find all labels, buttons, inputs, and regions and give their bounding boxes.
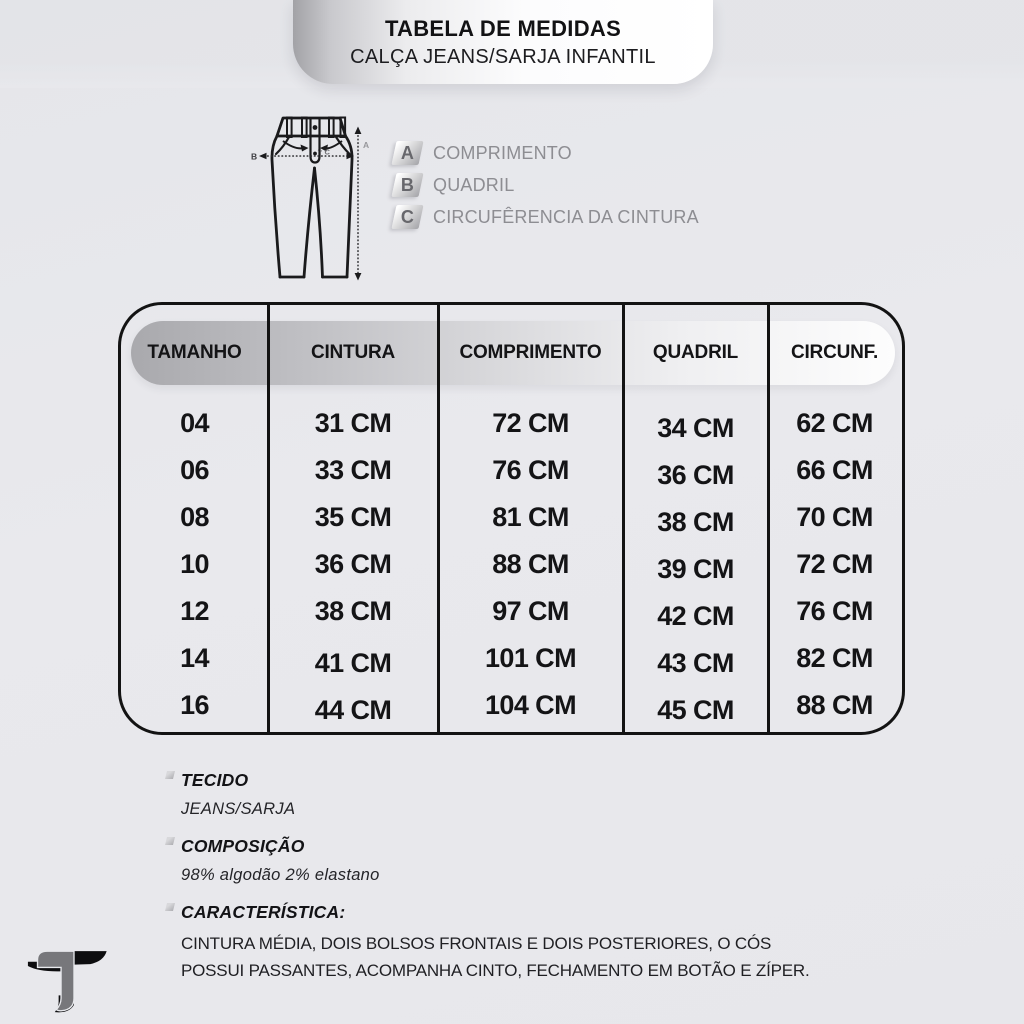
table-cell: 62 CM [796, 408, 873, 438]
table-cell: 104 CM [485, 690, 576, 720]
legend-label-quadril: QUADRIL [433, 174, 515, 195]
brand-t-logo-icon [26, 916, 122, 1018]
diagram-marker-b: B [251, 151, 258, 162]
fly-button-dot [313, 152, 317, 156]
waist-button-dot [313, 125, 318, 130]
table-row-04 [121, 400, 901, 447]
pants-diagram [250, 104, 378, 294]
legend-badge-a-letter: A [401, 142, 414, 163]
column-header-comprimento: COMPRIMENTO [459, 342, 602, 363]
legend-badge-c-icon [391, 205, 423, 229]
legend-label-comprimento: COMPRIMENTO [433, 142, 572, 163]
section-title-composicao: COMPOSIÇÃO [181, 836, 305, 856]
table-cell: 97 CM [492, 596, 569, 626]
table-cell: 72 CM [492, 408, 569, 438]
table-cell: 44 CM [314, 695, 392, 725]
table-cell: 101 CM [485, 643, 576, 673]
size-table [118, 302, 905, 735]
table-cell: 81 CM [492, 502, 569, 532]
diagram-marker-a: A [363, 140, 370, 150]
measurement-legend [394, 141, 699, 229]
table-cell: 45 CM [657, 695, 734, 725]
table-cell: 70 CM [796, 502, 873, 532]
table-header-row [121, 321, 901, 385]
table-cell: 35 CM [314, 502, 392, 532]
table-cell: 72 CM [796, 549, 873, 579]
legend-item-circunferencia [394, 205, 699, 229]
section-title-tecido: TECIDO [181, 770, 249, 790]
table-cell: 12 [180, 596, 209, 626]
table-cell: 88 CM [796, 690, 873, 720]
table-body [121, 400, 901, 729]
table-row-08 [121, 494, 901, 541]
title-banner [293, 0, 713, 84]
table-cell: 41 CM [314, 648, 392, 678]
table-cell: 76 CM [492, 455, 569, 485]
product-info [181, 770, 829, 1001]
section-body-tecido: JEANS/SARJA [181, 800, 296, 818]
page-subtitle: CALÇA JEANS/SARJA INFANTIL [350, 45, 656, 68]
section-body-composicao: 98% algodão 2% elastano [181, 866, 380, 884]
table-row-06 [121, 447, 901, 494]
table-cell: 36 CM [657, 460, 734, 490]
pants-outline-icon [250, 104, 378, 294]
diagram-marker-c: C [324, 147, 330, 157]
table-cell: 34 CM [657, 413, 734, 443]
table-cell: 66 CM [796, 455, 873, 485]
table-row-10 [121, 541, 901, 588]
section-tecido [181, 770, 829, 819]
legend-badge-b-icon [391, 173, 423, 197]
legend-label-circunferencia: CIRCUFÊRENCIA DA CINTURA [433, 206, 699, 227]
table-cell: 82 CM [796, 643, 873, 673]
table-cell: 39 CM [657, 554, 734, 584]
page-title: TABELA DE MEDIDAS [384, 15, 622, 41]
table-row-16 [121, 682, 901, 729]
table-cell: 08 [180, 502, 209, 532]
section-composicao [181, 836, 829, 885]
table-cell: 43 CM [657, 648, 734, 678]
table-cell: 36 CM [314, 549, 392, 579]
section-caracteristica [181, 902, 829, 984]
legend-badge-c-letter: C [401, 206, 414, 227]
column-header-quadril: QUADRIL [652, 342, 739, 363]
table-cell: 31 CM [314, 408, 392, 438]
table-cell: 10 [180, 549, 209, 579]
legend-item-comprimento [394, 141, 699, 165]
table-cell: 76 CM [796, 596, 873, 626]
table-cell: 42 CM [657, 601, 734, 631]
section-body-caracteristica: CINTURA MÉDIA, DOIS BOLSOS FRONTAIS E DOIS POSTERIORES, O CÓS POSSUI PASSANTES, ACOMPANHA CINTO, FECHAMENTO EM BOTÃO E ZÍPER. [181, 934, 810, 980]
legend-item-quadril [394, 173, 699, 197]
table-row-14 [121, 635, 901, 682]
legend-badge-a-icon [391, 141, 423, 165]
table-cell: 33 CM [314, 455, 392, 485]
table-cell: 88 CM [492, 549, 569, 579]
column-header-tamanho: TAMANHO [147, 342, 242, 363]
table-cell: 06 [180, 455, 209, 485]
section-title-caracteristica: CARACTERÍSTICA: [181, 902, 346, 922]
table-cell: 38 CM [657, 507, 734, 537]
table-cell: 04 [180, 408, 209, 438]
table-row-12 [121, 588, 901, 635]
column-header-cintura: CINTURA [310, 342, 396, 363]
table-cell: 38 CM [314, 596, 392, 626]
table-cell: 16 [180, 690, 209, 720]
legend-badge-b-letter: B [401, 174, 414, 195]
column-header-circunf: CIRCUNF. [790, 342, 879, 363]
brand-t-logo [26, 916, 122, 1018]
table-cell: 14 [180, 643, 209, 673]
